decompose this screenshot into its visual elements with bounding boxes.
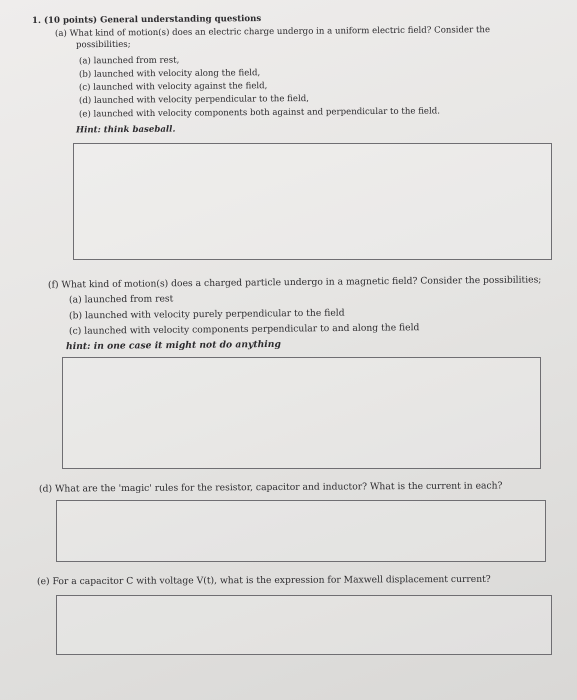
part-a-hint: Hint: think baseball. xyxy=(75,124,176,136)
part-f-question: (f) What kind of motion(s) does a charged particle undergo in a magnetic field? Consider the possibilities; xyxy=(47,274,542,291)
answer-box-d[interactable] xyxy=(56,500,546,562)
part-f-option: (c) launched with velocity components perpendicular to and along the field xyxy=(68,322,420,337)
part-f-option: (b) launched with velocity purely perpendicular to the field xyxy=(68,307,345,322)
part-a-option: (b) launched with velocity along the field, xyxy=(78,68,261,80)
part-f-option: (a) launched from rest xyxy=(68,293,174,306)
part-a-option: (d) launched with velocity perpendicular to the field, xyxy=(78,93,309,107)
answer-box-e[interactable] xyxy=(56,595,552,655)
part-f-hint: hint: in one case it might not do anything xyxy=(65,338,281,353)
part-a-question-cont: possibilities; xyxy=(75,39,131,51)
answer-box-a[interactable] xyxy=(73,143,552,260)
part-a-question: (a) What kind of motion(s) does an electric charge undergo in a uniform electric field? Consider the xyxy=(54,25,491,39)
part-d-question: (d) What are the 'magic' rules for the resistor, capacitor and inductor? What is the current in each? xyxy=(38,480,503,495)
question-header: 1. (10 points) General understanding questions xyxy=(31,13,262,27)
part-a-option: (a) launched from rest, xyxy=(78,55,180,67)
part-a-option: (c) launched with velocity against the field, xyxy=(78,81,268,93)
part-a-option: (e) launched with velocity components both against and perpendicular to the field. xyxy=(78,106,441,120)
answer-box-f[interactable] xyxy=(62,357,541,469)
part-e-question: (e) For a capacitor C with voltage V(t), what is the expression for Maxwell displacement current? xyxy=(36,573,491,588)
